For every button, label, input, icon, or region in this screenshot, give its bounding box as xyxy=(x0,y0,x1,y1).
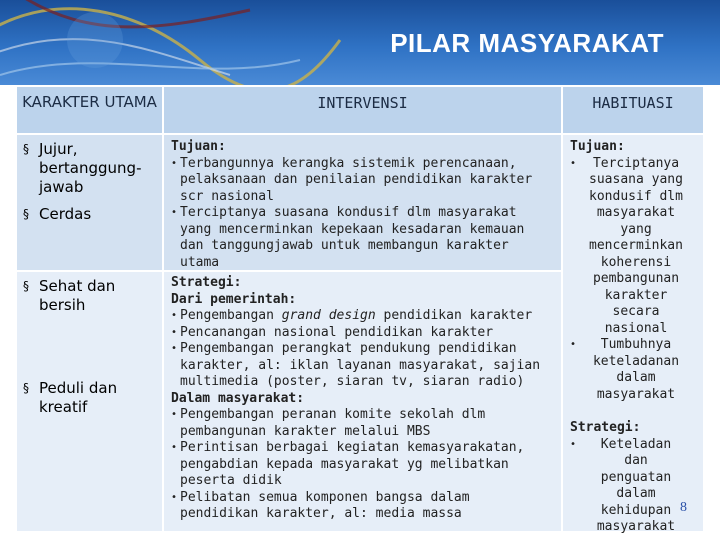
header-intervensi xyxy=(164,87,561,133)
pemerintah-label: Dari pemerintah: xyxy=(171,291,297,307)
bullet-dot-icon: • xyxy=(171,409,178,420)
intervensi-tujuan-item xyxy=(171,205,555,271)
bullet-dot-icon: • xyxy=(171,326,178,338)
habituasi-tujuan-item xyxy=(570,337,685,403)
bullet-dot-icon: • xyxy=(171,310,178,321)
intervensi-strategi-cell xyxy=(164,272,561,531)
bullet-dot-icon: • xyxy=(570,438,577,450)
pemerintah-item xyxy=(171,341,555,391)
habituasi-tujuan-item xyxy=(570,156,685,338)
karakter-item-text: Jujur, bertanggung-jawab xyxy=(39,140,142,196)
habituasi-strategi-label: Strategi: xyxy=(570,420,641,435)
bullet-icon: § xyxy=(23,142,29,156)
intervensi-tujuan-label: Tujuan: xyxy=(171,139,226,154)
header-intervensi-label: INTERVENSI xyxy=(317,94,408,112)
header-karakter-utama xyxy=(17,87,162,133)
habituasi-tujuan-text: Tumbuhnya keteladanan dalam masyarakat xyxy=(592,337,680,402)
masyarakat-text: Pengembangan peranan komite sekolah dlm pembangunan karakter melalui MBS xyxy=(180,407,486,439)
bullet-dot-icon: • xyxy=(171,491,178,503)
masyarakat-item xyxy=(171,440,555,490)
habituasi-tujuan-text: Terciptanya suasana yang kondusif dlm masyarakat yang mencerminkan koherensi pembangunan karakter secara nasional xyxy=(589,155,683,336)
masyarakat-item xyxy=(171,490,555,523)
pemerintah-item xyxy=(171,308,555,325)
header-habituasi-label: HABITUASI xyxy=(592,94,674,112)
habituasi-tujuan-label: Tujuan: xyxy=(570,139,625,154)
pemerintah-text: Pengembangan perangkat pendukung pendidikan karakter, al: iklan layanan masyarakat, sajian multimedia (poster, siaran tv, siaran radio) xyxy=(180,341,541,389)
bullet-icon: § xyxy=(23,279,29,293)
habituasi-strategi-text: Keteladan dan penguatan dalam kehidupan masyarakat xyxy=(596,436,676,534)
intervensi-tujuan-cell xyxy=(164,135,561,270)
karakter-item-text: Cerdas xyxy=(39,205,92,223)
bullet-dot-icon: • xyxy=(171,157,178,169)
header-banner xyxy=(0,0,720,85)
pemerintah-emphasis: grand design xyxy=(281,308,376,323)
karakter-item-text: Sehat dan bersih xyxy=(39,277,116,314)
bullet-dot-icon: • xyxy=(171,442,178,453)
page-number: 8 xyxy=(680,500,687,515)
masyarakat-item xyxy=(171,407,555,440)
pemerintah-text: pendidikan karakter xyxy=(375,308,533,323)
bullet-dot-icon: • xyxy=(570,339,577,350)
bullet-dot-icon: • xyxy=(570,157,577,169)
slide-title: PILAR MASYARAKAT xyxy=(390,28,664,58)
pemerintah-text: Pengembangan xyxy=(180,308,282,323)
bullet-icon: § xyxy=(23,207,29,221)
masyarakat-text: Pelibatan semua komponen bangsa dalam pendidikan karakter, al: media massa xyxy=(180,489,470,521)
masyarakat-label: Dalam masyarakat: xyxy=(171,390,305,406)
bullet-icon: § xyxy=(23,381,29,395)
bullet-dot-icon: • xyxy=(171,207,178,218)
pemerintah-item xyxy=(171,325,555,342)
intervensi-tujuan-item xyxy=(171,156,555,206)
header-habituasi xyxy=(563,87,703,133)
intervensi-tujuan-text: Terciptanya suasana kondusif dlm masyarakat yang mencerminkan kepekaan kesadaran kemauan dan tanggungjawab untuk membangun karakter utama xyxy=(180,205,525,270)
pillar-table xyxy=(17,87,703,534)
intervensi-tujuan-text: Terbangunnya kerangka sistemik perencanaan, pelaksanaan dan penilaian pendidikan karakter scr nasional xyxy=(180,155,533,204)
header-karakter-label: KARAKTER UTAMA xyxy=(22,93,157,111)
karakter-item-text: Peduli dan kreatif xyxy=(39,379,118,416)
bullet-dot-icon: • xyxy=(171,343,178,354)
habituasi-strategi-item xyxy=(570,437,685,536)
intervensi-strategi-label: Strategi: xyxy=(171,275,242,290)
habituasi-cell xyxy=(563,135,703,534)
masyarakat-text: Perintisan berbagai kegiatan kemasyarakatan, pengabdian kepada masyarakat yg melibatkan peserta didik xyxy=(180,440,525,488)
pemerintah-text: Pencanangan nasional pendidikan karakter xyxy=(180,324,494,340)
